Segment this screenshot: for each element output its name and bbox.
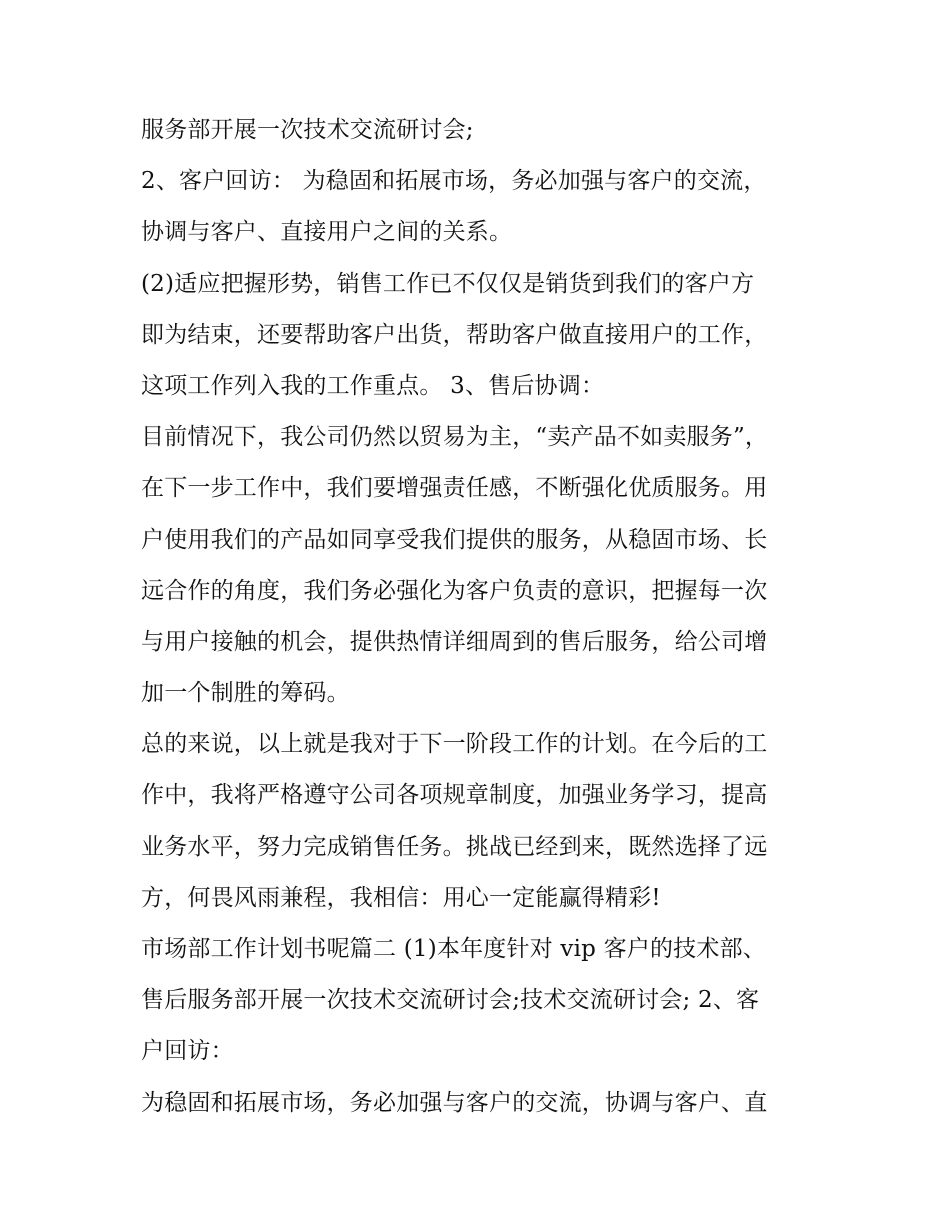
text-line: 这项工作列入我的工作重点。 3、售后协调： bbox=[141, 372, 605, 399]
text-line: 市场部工作计划书呢篇二 (1)本年度针对 vip 客户的技术部、 bbox=[141, 936, 766, 962]
text-line: 与用户接触的机会，提供热情详细周到的售后服务，给公司增 bbox=[141, 628, 768, 655]
text-line: 方，何畏风雨兼程，我相信：用心一定能赢得精彩! bbox=[141, 884, 661, 911]
text-line: 即为结束，还要帮助客户出货，帮助客户做直接用户的工作， bbox=[141, 321, 768, 348]
text-line: 远合作的角度，我们务必强化为客户负责的意识，把握每一次 bbox=[141, 577, 768, 604]
text-line: 目前情况下，我公司仍然以贸易为主，“卖产品不如卖服务”， bbox=[141, 424, 769, 451]
text-line: 户使用我们的产品如同享受我们提供的服务，从稳固市场、长 bbox=[141, 526, 768, 553]
text-line: 户回访： bbox=[141, 1038, 234, 1065]
text-line: 总的来说，以上就是我对于下一阶段工作的计划。在今后的工 bbox=[141, 731, 768, 758]
text-line: (2)适应把握形势，销售工作已不仅仅是销货到我们的客户方 bbox=[141, 270, 755, 297]
document-body bbox=[141, 105, 821, 1129]
text-line: 为稳固和拓展市场，务必加强与客户的交流，协调与客户、直 bbox=[141, 1089, 768, 1116]
text-line: 加一个制胜的筹码。 bbox=[141, 680, 350, 707]
text-line: 售后服务部开展一次技术交流研讨会;技术交流研讨会; 2、客 bbox=[141, 987, 760, 1014]
text-line: 业务水平，努力完成销售任务。挑战已经到来，既然选择了远 bbox=[141, 833, 768, 860]
text-line: 在下一步工作中，我们要增强责任感，不断强化优质服务。用 bbox=[141, 475, 768, 502]
text-line: 协调与客户、直接用户之间的关系。 bbox=[141, 219, 513, 246]
text-line: 2、客户回访： 为稳固和拓展市场，务必加强与客户的交流， bbox=[141, 168, 767, 195]
text-line: 服务部开展一次技术交流研讨会; bbox=[141, 117, 474, 143]
text-line: 作中，我将严格遵守公司各项规章制度，加强业务学习，提高 bbox=[141, 782, 768, 809]
